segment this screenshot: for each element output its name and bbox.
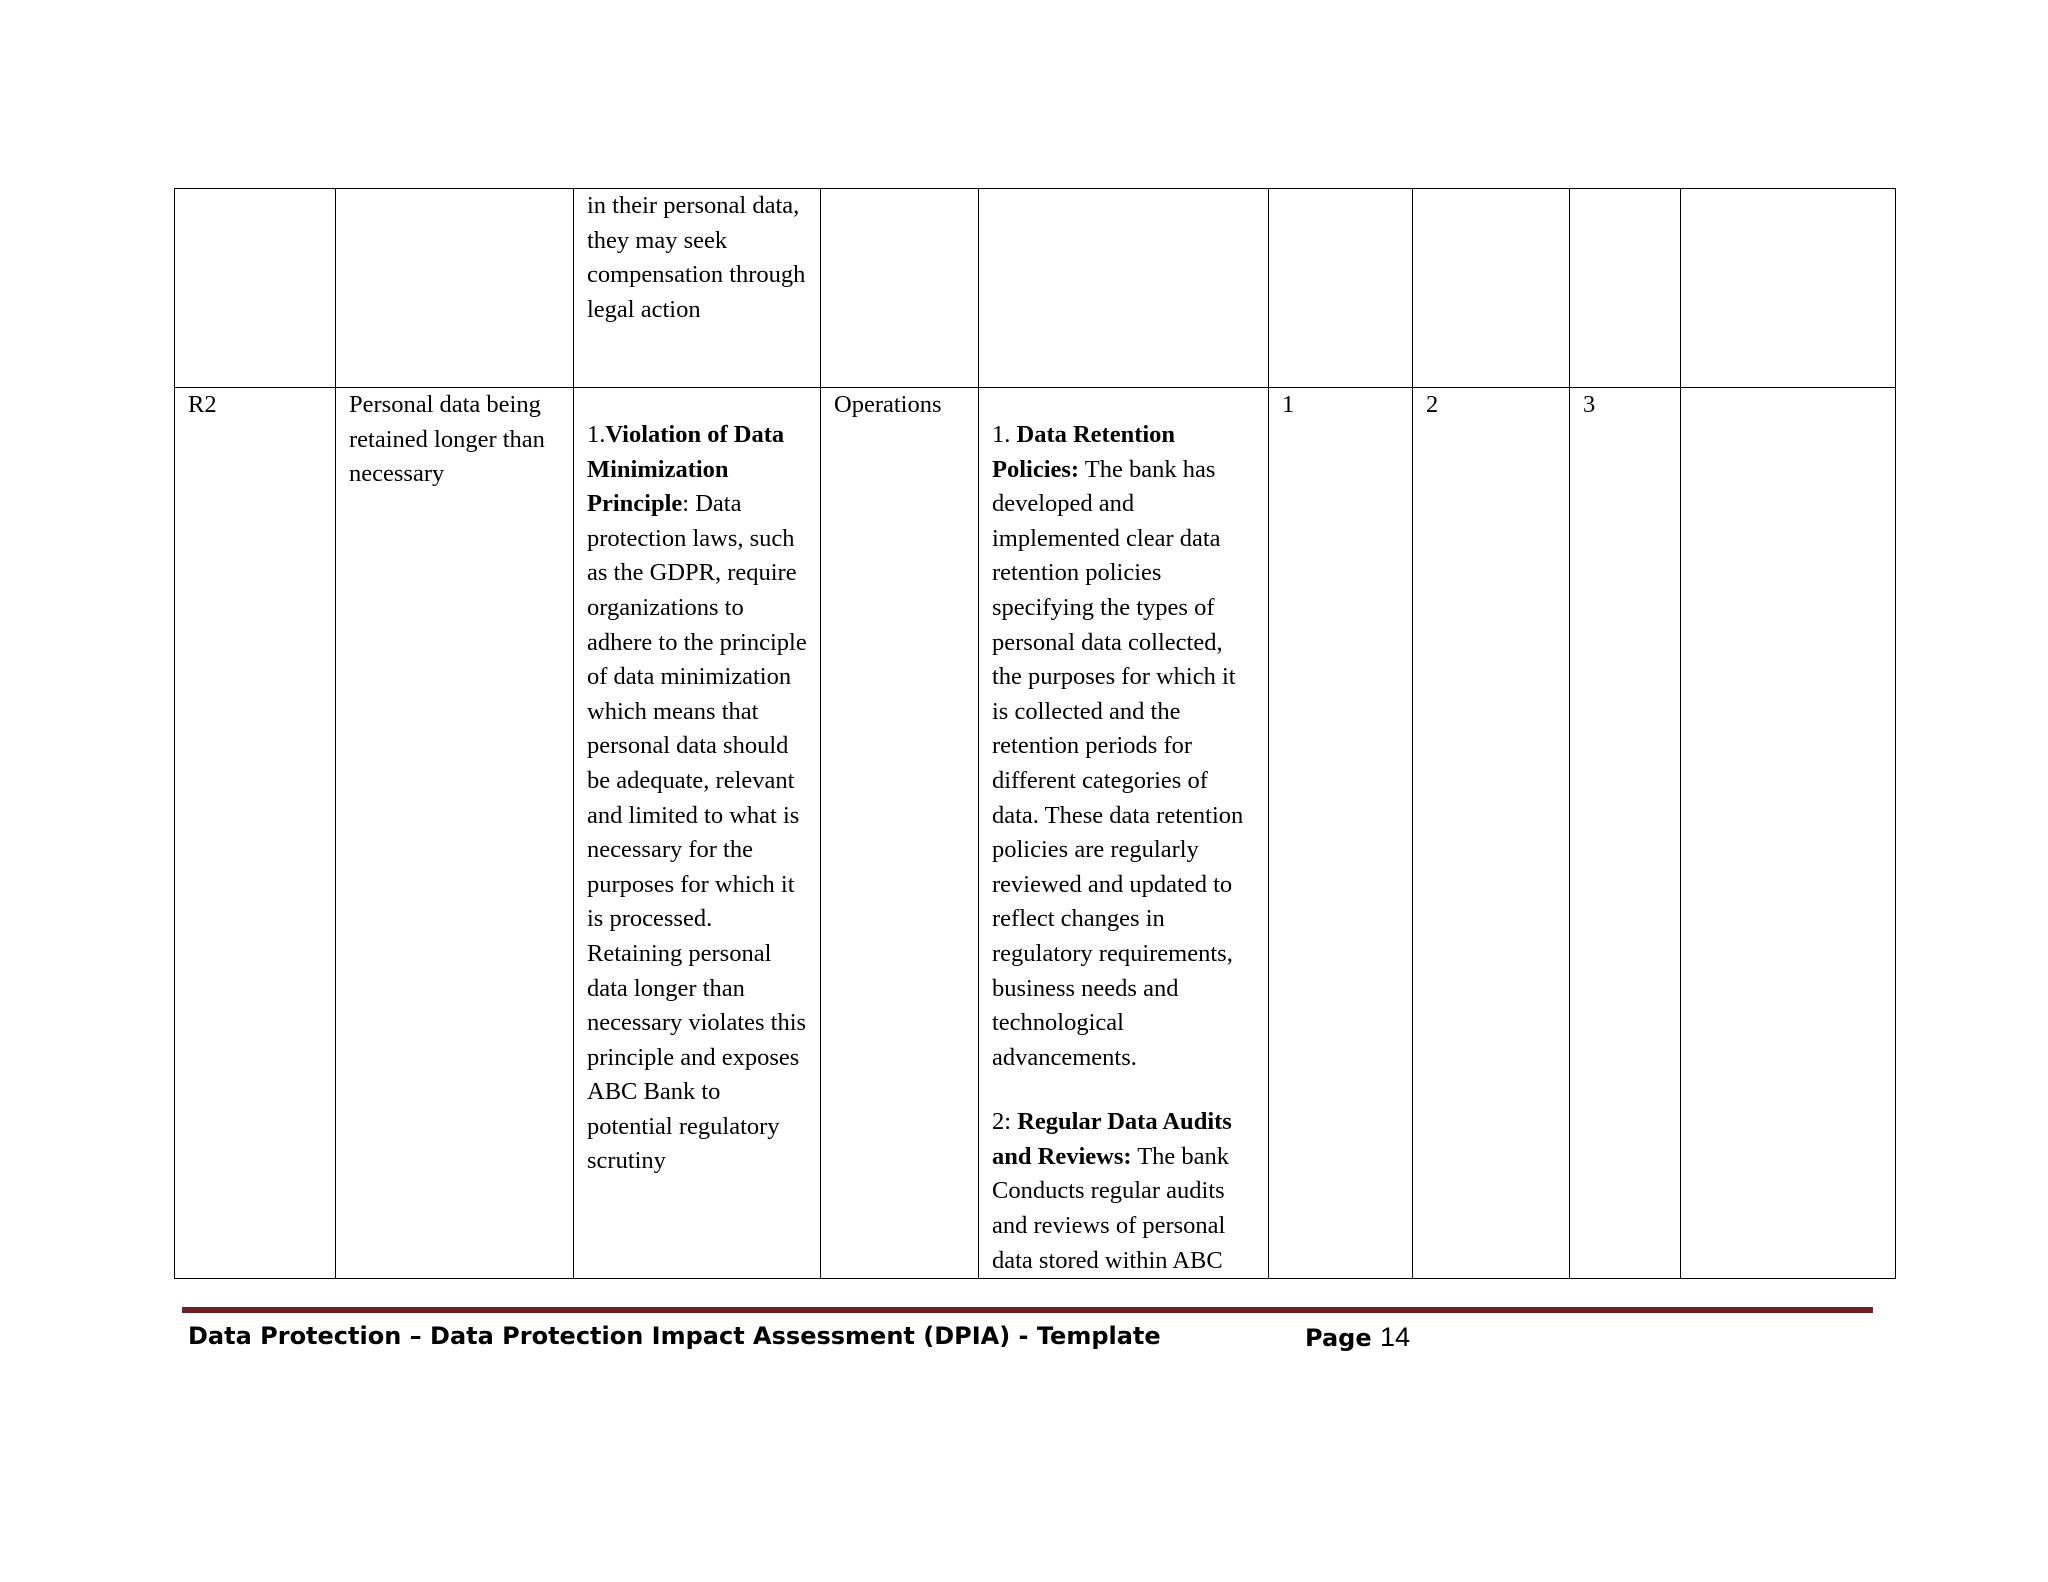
impact-continuation-text: in their personal data, they may seek compensation through legal action	[587, 192, 806, 323]
control-1-number: 1.	[992, 421, 1017, 448]
risk-id: R2	[188, 391, 217, 418]
impact-number: 1.	[587, 421, 606, 448]
cell-empty	[979, 189, 1269, 388]
footer-divider	[182, 1307, 1873, 1313]
cell-empty	[336, 189, 574, 388]
impact-heading: Violation of Data Minimization Principle	[587, 421, 785, 518]
footer-page-number: 14	[1379, 1322, 1411, 1352]
cell-owner	[821, 388, 979, 1279]
impact-text: : Data protection laws, such as the GDPR, require organizations to adhere to the principle of data minimization which means that personal data should be adequate, relevant and limited to what is necessary for the purposes for which it is processed. Retaining personal data longer than necessary violates this principle and exposes ABC Bank to potential regulatory scrutiny	[587, 490, 807, 1175]
cell-empty	[1570, 189, 1681, 388]
cell-empty	[1413, 189, 1570, 388]
cell-risk-score	[1570, 388, 1681, 1279]
control-1-heading: Data Retention Policies:	[992, 421, 1176, 483]
table-row-r2	[175, 388, 1896, 1279]
table-row-continuation	[175, 189, 1896, 388]
control-2-text: The bank Conducts regular audits and reviews of personal data stored within ABC	[992, 1142, 1230, 1274]
cell-empty	[175, 189, 336, 388]
cell-empty	[1681, 189, 1896, 388]
cell-risk-description	[336, 388, 574, 1279]
risk-description: Personal data being retained longer than necessary	[349, 391, 545, 488]
control-2-heading: Regular Data Audits and Reviews:	[992, 1108, 1232, 1170]
control-2-paragraph	[992, 1105, 1255, 1278]
page-footer	[188, 1322, 1888, 1362]
control-1-paragraph	[992, 418, 1255, 1075]
cell-empty	[821, 189, 979, 388]
risk-score: 3	[1583, 391, 1596, 418]
cell-risk-id	[175, 388, 336, 1279]
control-1-text: The bank has developed and implemented clear data retention policies specifying the types of personal data collected, the purposes for which it is collected and the retention periods for different categories of data. These data retention policies are regularly reviewed and updated to reflect changes in regulatory requirements, business needs and technological advancements.	[992, 455, 1244, 1071]
cell-controls	[979, 388, 1269, 1279]
impact-score: 2	[1426, 391, 1439, 418]
control-2-number: 2:	[992, 1108, 1018, 1136]
cell-comments	[1681, 388, 1896, 1279]
impact-paragraph	[587, 418, 807, 1179]
cell-impact-score	[1413, 388, 1570, 1279]
risk-owner: Operations	[834, 391, 942, 418]
cell-empty	[1269, 189, 1413, 388]
cell-impact	[574, 388, 821, 1279]
footer-document-title: Data Protection – Data Protection Impact Assessment (DPIA) - Template	[188, 1322, 1161, 1350]
cell-impact-continuation	[574, 189, 821, 388]
dpia-risk-table	[174, 188, 1896, 1279]
likelihood-score: 1	[1282, 391, 1295, 418]
cell-likelihood	[1269, 388, 1413, 1279]
footer-page-label: Page	[1305, 1324, 1372, 1352]
footer-page-indicator	[1305, 1322, 1410, 1353]
